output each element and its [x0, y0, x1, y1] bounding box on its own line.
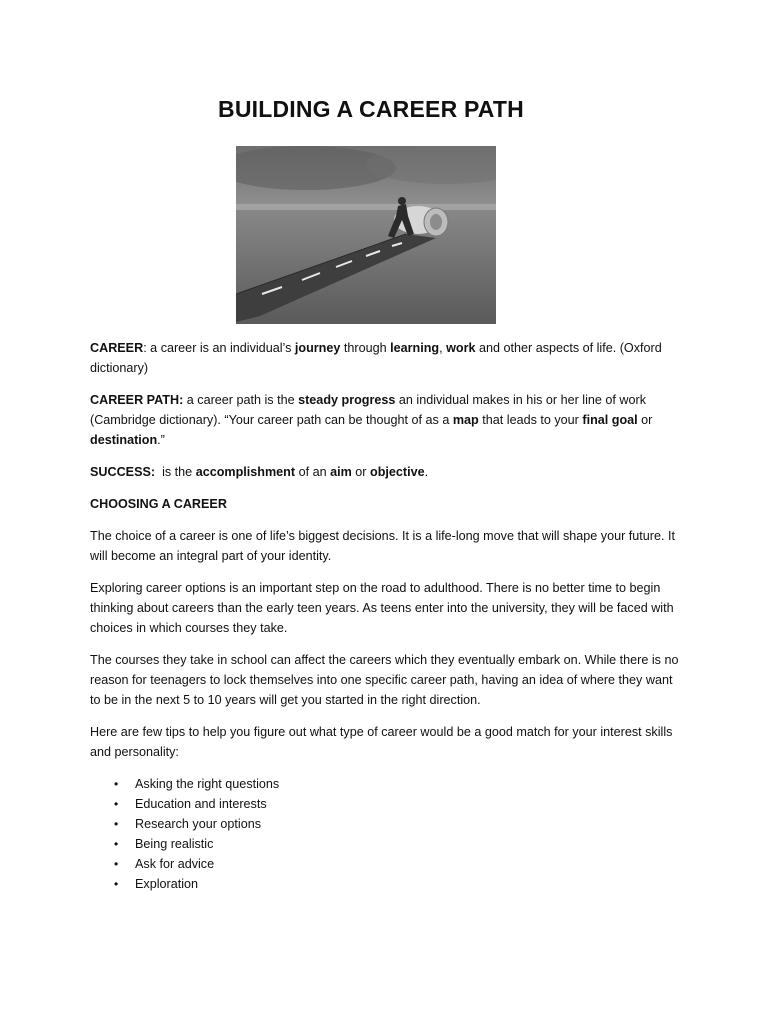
list-item	[90, 774, 680, 794]
success-definition	[90, 462, 680, 482]
tip-text: Ask for advice	[135, 857, 215, 871]
success-label: SUCCESS:	[90, 465, 156, 479]
list-item	[90, 834, 680, 854]
career-definition	[90, 338, 680, 378]
bullet-icon: •	[114, 837, 119, 851]
career-path-bold: final goal	[582, 413, 638, 427]
success-bold: objective	[370, 465, 425, 479]
career-text: through	[340, 341, 391, 355]
career-path-text: .”	[157, 433, 165, 447]
document-body	[90, 338, 680, 894]
document-title: BUILDING A CAREER PATH	[218, 96, 524, 122]
list-item	[90, 854, 680, 874]
paragraph: The choice of a career is one of life’s biggest decisions. It is a life-long move that will shape your future. It will become an integral part of your identity.	[90, 529, 675, 563]
list-item	[90, 814, 680, 834]
success-bold: aim	[330, 465, 352, 479]
bullet-icon: •	[114, 817, 119, 831]
hero-image	[236, 146, 496, 324]
career-path-bold: map	[452, 413, 479, 427]
career-path-label: CAREER PATH:	[90, 393, 184, 407]
paragraph: Exploring career options is an important step on the road to adulthood. There is no better time to begin thinking about careers than the early teen years. As teens enter into the university, they will be faced with choices in which courses they take.	[90, 581, 674, 635]
career-bold-learning: learning	[390, 341, 440, 355]
career-path-text: or	[637, 413, 653, 427]
list-item	[90, 794, 680, 814]
tip-text: Exploration	[135, 877, 199, 891]
success-text: .	[424, 465, 429, 479]
paragraph: Here are few tips to help you figure out what type of career would be a good match for your interest skills and personality:	[90, 725, 673, 759]
career-path-text: a career path is the	[183, 393, 299, 407]
tip-text: Research your options	[135, 817, 262, 831]
paragraph: The courses they take in school can affect the careers which they eventually embark on. While there is no reason for teenagers to lock themselves into one specific career path, having an idea of where they want to be in the next 5 to 10 years will get you started in the right direction.	[90, 653, 679, 707]
bullet-icon: •	[114, 777, 119, 791]
career-text: and other aspects of life. (Oxford dictionary)	[90, 341, 662, 375]
tip-text: Asking the right questions	[135, 777, 280, 791]
career-path-text: that leads to your	[478, 413, 583, 427]
tips-list	[90, 774, 680, 894]
career-path-bold: steady progress	[298, 393, 396, 407]
career-label: CAREER	[90, 341, 144, 355]
career-bold-journey: journey	[294, 341, 341, 355]
career-text: : a career is an individual’s	[143, 341, 295, 355]
career-path-definition	[90, 390, 680, 450]
career-path-bold: destination	[90, 433, 158, 447]
career-text: ,	[439, 341, 447, 355]
success-text: is the	[155, 465, 196, 479]
tip-text: Being realistic	[135, 837, 214, 851]
tip-text: Education and interests	[135, 797, 267, 811]
list-item	[90, 874, 680, 894]
bullet-icon: •	[114, 797, 119, 811]
road-roll-photo-icon	[236, 146, 496, 324]
success-text: of an	[295, 465, 331, 479]
section-heading-choosing: CHOOSING A CAREER	[90, 497, 227, 511]
bullet-icon: •	[114, 857, 119, 871]
bullet-icon: •	[114, 877, 119, 891]
success-bold: accomplishment	[195, 465, 296, 479]
career-bold-work: work	[446, 341, 476, 355]
success-text: or	[351, 465, 370, 479]
career-path-text: an individual makes in his or her line of work (Cambridge dictionary). “Your career path can be thought of as a	[90, 393, 647, 427]
